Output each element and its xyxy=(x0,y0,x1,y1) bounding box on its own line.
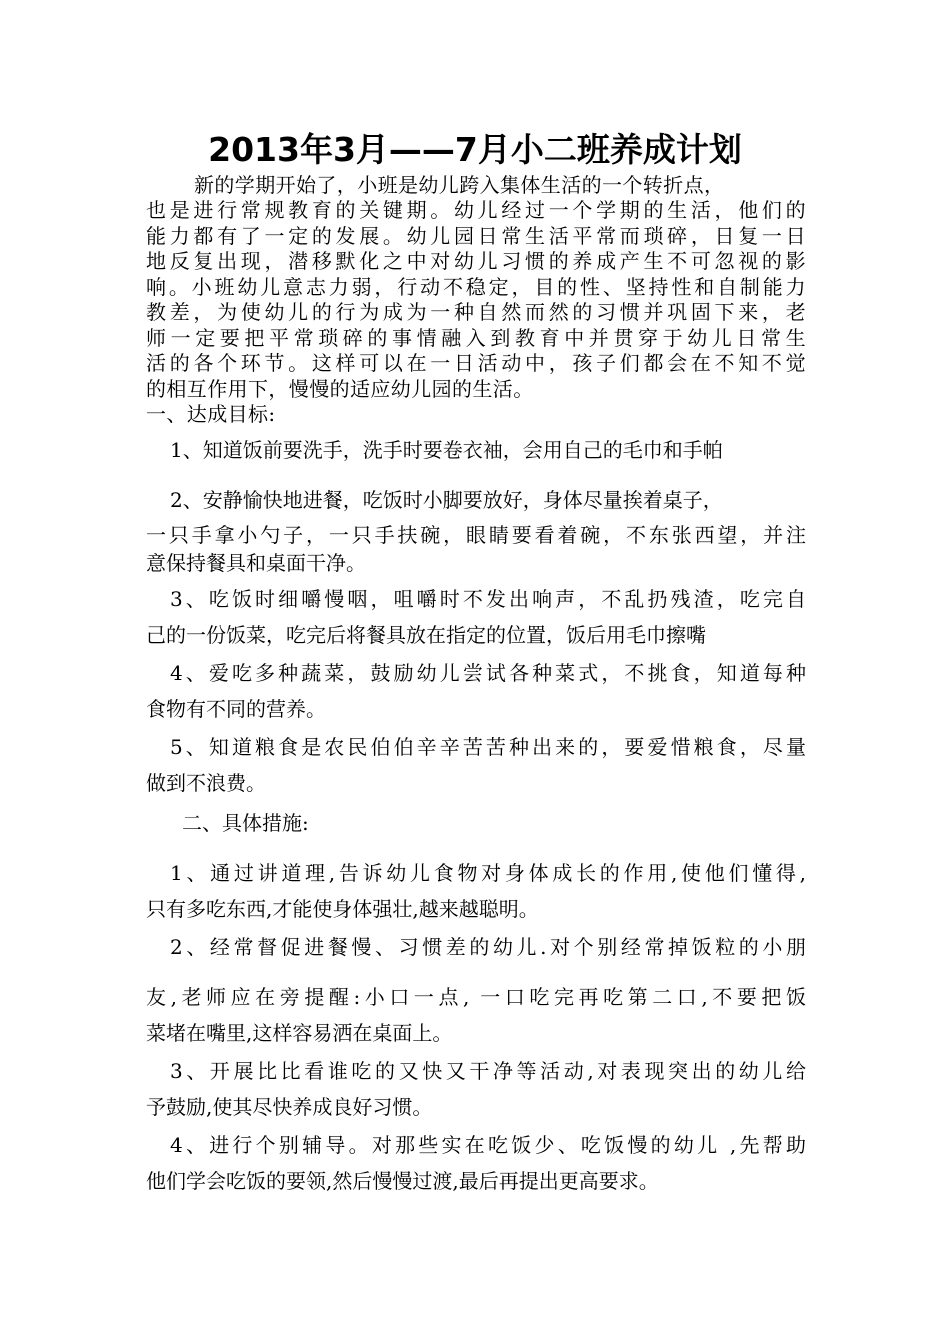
measure-item-continuation: 他们学会吃饭的要领,然后慢慢过渡,最后再提出更高要求。 xyxy=(146,1169,659,1193)
goal-item-continuation: 食物有不同的营养。 xyxy=(146,697,326,721)
measure-item: 4、进行个别辅导。对那些实在吃饭少、吃饭慢的幼儿 ,先帮助 xyxy=(170,1133,806,1157)
document-title: 2013年3月——7月小二班养成计划 xyxy=(208,130,742,169)
intro-line: 的相互作用下，慢慢的适应幼儿园的生活。 xyxy=(146,377,534,401)
intro-line: 响。小班幼儿意志力弱，行动不稳定，目的性、坚持性和自制能力 xyxy=(146,275,806,299)
intro-line: 新的学期开始了，小班是幼儿跨入集体生活的一个转折点， xyxy=(194,173,725,197)
measure-item-continuation: 菜堵在嘴里,这样容易洒在桌面上。 xyxy=(146,1021,453,1045)
section-heading-measures: 二、具体措施: xyxy=(182,811,309,835)
goal-item: 4、爱吃多种蔬菜，鼓励幼儿尝试各种菜式，不挑食，知道每种 xyxy=(170,661,806,685)
goal-item-continuation: 意保持餐具和桌面干净。 xyxy=(146,551,366,575)
goal-item: 3、吃饭时细嚼慢咽，咀嚼时不发出响声，不乱扔残渣，吃完自 xyxy=(170,587,806,611)
goal-item-continuation: 一只手拿小勺子，一只手扶碗，眼睛要看着碗，不东张西望，并注 xyxy=(146,523,806,547)
intro-line: 能力都有了一定的发展。幼儿园日常生活平常而琐碎，日复一日 xyxy=(146,224,806,248)
intro-line: 师一定要把平常琐碎的事情融入到教育中并贯穿于幼儿日常生 xyxy=(146,326,806,350)
intro-line: 活的各个环节。这样可以在一日活动中，孩子们都会在不知不觉 xyxy=(146,351,806,375)
measure-item-continuation: 只有多吃东西,才能使身体强壮,越来越聪明。 xyxy=(146,897,539,921)
goal-item-continuation: 己的一份饭菜，吃完后将餐具放在指定的位置，饭后用毛巾擦嘴 xyxy=(146,623,706,647)
intro-line: 教差，为使幼儿的行为成为一种自然而然的习惯并巩固下来，老 xyxy=(146,300,806,324)
goal-item: 5、知道粮食是农民伯伯辛辛苦苦种出来的，要爱惜粮食，尽量 xyxy=(170,735,806,759)
measure-item: 2、经常督促进餐慢、习惯差的幼儿.对个别经常掉饭粒的小朋 xyxy=(170,935,806,959)
section-heading-goals: 一、达成目标: xyxy=(146,402,276,426)
goal-item-continuation: 做到不浪费。 xyxy=(146,771,266,795)
measure-item: 1、通过讲道理,告诉幼儿食物对身体成长的作用,使他们懂得, xyxy=(170,861,806,885)
intro-line: 地反复出现，潜移默化之中对幼儿习惯的养成产生不可忽视的影 xyxy=(146,249,806,273)
intro-line: 也是进行常规教育的关键期。幼儿经过一个学期的生活，他们的 xyxy=(146,198,806,222)
measure-item-continuation: 友,老师应在旁提醒:小口一点, 一口吃完再吃第二口,不要把饭 xyxy=(146,985,806,1009)
measure-item: 3、开展比比看谁吃的又快又干净等活动,对表现突出的幼儿给 xyxy=(170,1059,806,1083)
goal-item: 1、知道饭前要洗手，洗手时要卷衣袖，会用自己的毛巾和手帕 xyxy=(170,438,723,462)
measure-item-continuation: 予鼓励,使其尽快养成良好习惯。 xyxy=(146,1095,433,1119)
goal-item: 2、安静愉快地进餐，吃饭时小脚要放好，身体尽量挨着桌子， xyxy=(170,488,723,512)
